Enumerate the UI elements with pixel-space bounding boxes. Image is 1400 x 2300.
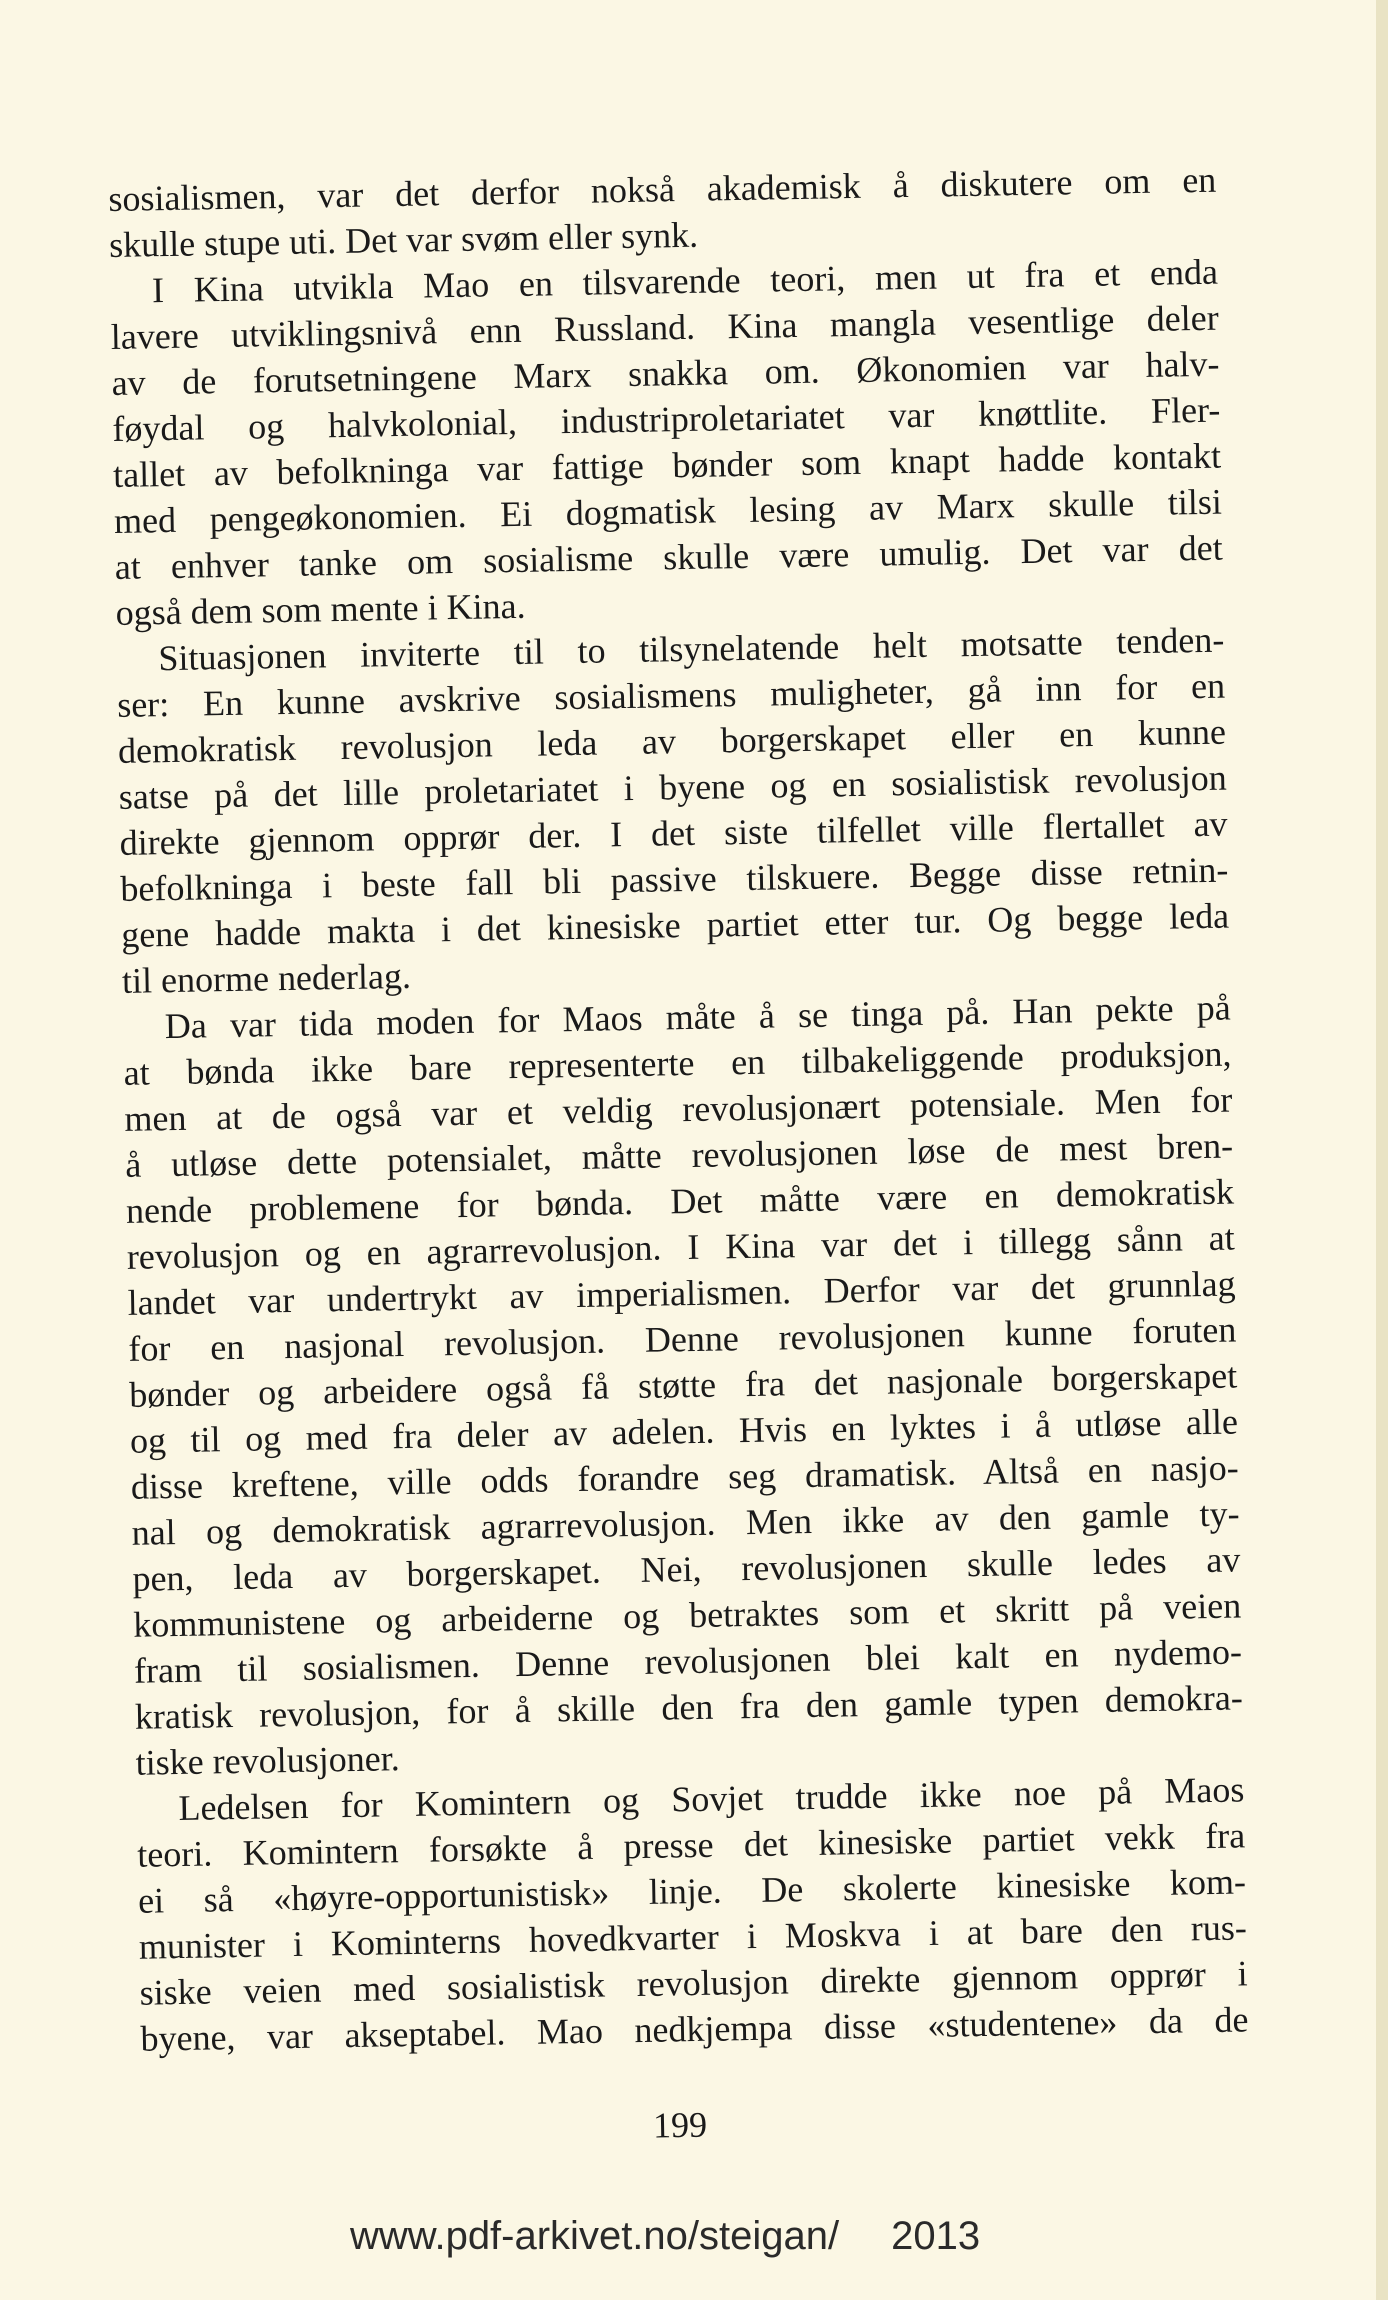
text-line: disse kreftene, ville odds forandre seg dramatisk. Altså en nasjo- (130, 1447, 1240, 1507)
body-text (108, 157, 1249, 2062)
text-line: fram til sosialismen. Denne revolusjonen blei kalt en nydemo- (133, 1631, 1243, 1691)
text-line: kommunistene og arbeiderne og betraktes som et skritt på veien (132, 1585, 1242, 1645)
text-line: ser: En kunne avskrive sosialismens muligheter, gå inn for en (116, 665, 1226, 725)
text-line: tallet av befolkninga var fattige bønder som knapt hadde kontakt (112, 435, 1222, 495)
text-line: byene, var akseptabel. Mao nedkjempa disse «studentene» da de (140, 1999, 1249, 2059)
text-line: sosialismen, var det derfor nokså akademisk å diskutere om en (108, 159, 1217, 219)
text-line: lavere utviklingsnivå enn Russland. Kina mangla vesentlige deler (110, 297, 1219, 357)
text-line: Da var tida moden for Maos måte å se tinga på. Han pekte på (164, 987, 1232, 1047)
text-line: Ledelsen for Komintern og Sovjet trudde ikke noe på Maos (178, 1769, 1245, 1829)
text-line: skulle stupe uti. Det var svøm eller synk. (108, 214, 699, 265)
text-line: befolkninga i beste fall bli passive tilskuere. Begge disse retnin- (120, 849, 1229, 909)
text-line: nende problemene for bønda. Det måtte være en demokratisk (125, 1171, 1235, 1231)
text-line: føydal og halvkolonial, industriproletariatet var knøttlite. Fler- (112, 389, 1221, 449)
text-line: til enorme nederlag. (121, 955, 412, 1001)
text-line: bønder og arbeidere også få støtte fra det nasjonale borgerskapet (128, 1355, 1238, 1415)
text-line: teori. Komintern forsøkte å presse det kinesiske partiet vekk fra (136, 1815, 1246, 1875)
watermark-url: www.pdf-arkivet.no/steigan/ (350, 2214, 840, 2258)
text-line: tiske revolusjoner. (135, 1738, 400, 1783)
text-line: for en nasjonal revolusjon. Denne revolusjonen kunne foruten (128, 1309, 1237, 1369)
text-line: nal og demokratisk agrarrevolusjon. Men ikke av den gamle ty- (131, 1493, 1240, 1553)
text-line: direkte gjennom opprør der. I det siste tilfellet ville flertallet av (119, 803, 1228, 863)
text-line: gene hadde makta i det kinesiske partiet etter tur. Og begge leda (120, 895, 1230, 955)
text-line: at enhver tanke om sosialisme skulle være umulig. Det var det (114, 527, 1224, 587)
text-line: revolusjon og en agrarrevolusjon. I Kina var det i tillegg sånn at (126, 1217, 1236, 1277)
text-line: men at de også var et veldig revolusjonært potensiale. Men for (124, 1079, 1233, 1139)
text-line: at bønda ikke bare representerte en tilbakeliggende produksjon, (123, 1033, 1232, 1093)
text-line: ei så «høyre-opportunistisk» linje. De skolerte kinesiske kom- (137, 1861, 1247, 1921)
text-line: I Kina utvikla Mao en tilsvarende teori, men ut fra et enda (151, 251, 1219, 311)
text-line: demokratisk revolusjon leda av borgerskapet eller en kunne (117, 711, 1227, 771)
page-number: 199 (652, 2104, 708, 2146)
text-line: å utløse dette potensialet, måtte revolusjonen løse de mest bren- (124, 1125, 1234, 1185)
watermark (350, 2214, 980, 2259)
text-line: pen, leda av borgerskapet. Nei, revolusjonen skulle ledes av (132, 1539, 1241, 1599)
text-line: Situasjonen inviterte til to tilsynelatende helt motsatte tenden- (158, 619, 1225, 679)
text-line: av de forutsetningene Marx snakka om. Økonomien var halv- (111, 343, 1220, 403)
text-line: kratisk revolusjon, for å skille den fra den gamle typen demokra- (134, 1677, 1244, 1737)
text-line: munister i Kominterns hovedkvarter i Moskva i at bare den rus- (138, 1907, 1248, 1967)
text-line: satse på det lille proletariatet i byene og en sosialistisk revolusjon (118, 757, 1228, 817)
page-edge-shadow (1376, 0, 1388, 2300)
text-line: også dem som mente i Kina. (115, 585, 526, 633)
text-line: landet var undertrykt av imperialismen. Derfor var det grunnlag (127, 1263, 1236, 1323)
text-line: med pengeøkonomien. Ei dogmatisk lesing av Marx skulle tilsi (113, 481, 1223, 541)
watermark-year: 2013 (891, 2214, 981, 2258)
text-line: siske veien med sosialistisk revolusjon direkte gjennom opprør i (139, 1953, 1248, 2013)
text-line: og til og med fra deler av adelen. Hvis en lyktes i å utløse alle (129, 1401, 1239, 1461)
